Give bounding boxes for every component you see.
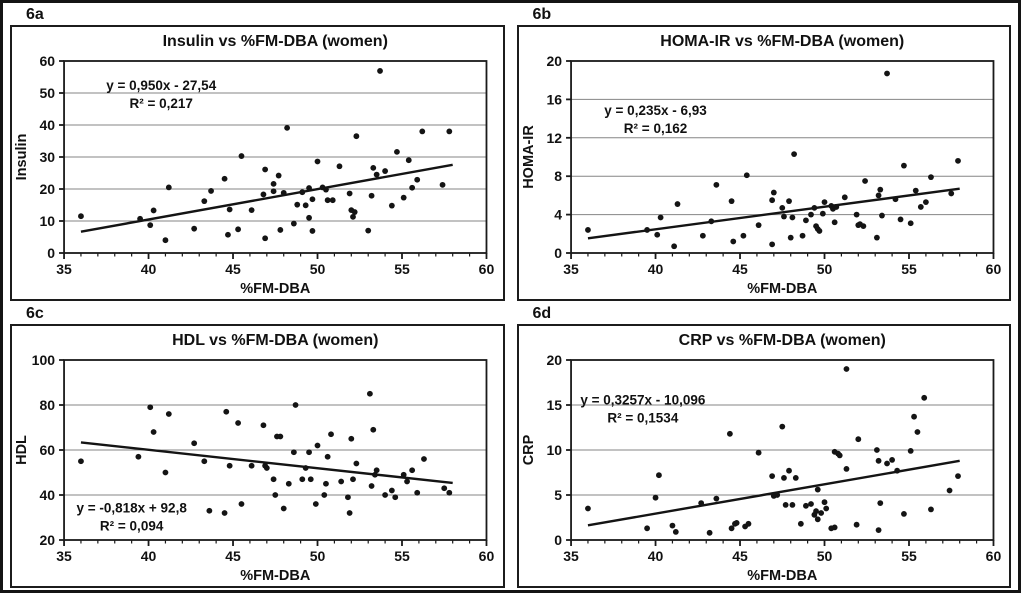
data-point [928, 507, 934, 513]
data-point [889, 457, 895, 463]
y-tick-label: 16 [545, 91, 562, 108]
data-point [833, 204, 839, 210]
data-point [293, 402, 299, 408]
data-point [907, 448, 913, 454]
x-axis-label: %FM-DBA [240, 568, 311, 584]
data-point [365, 228, 371, 234]
data-point [733, 520, 739, 526]
chart-box-6c [10, 324, 505, 588]
data-point [803, 503, 809, 509]
panel-6d [517, 304, 1012, 588]
x-tick-label: 40 [647, 548, 663, 564]
data-point [310, 228, 316, 234]
data-point [843, 366, 849, 372]
data-point [225, 232, 231, 238]
chart-title: CRP vs %FM-DBA (women) [678, 332, 886, 349]
data-point [191, 226, 197, 232]
x-tick-label: 35 [56, 548, 72, 564]
x-tick-label: 35 [562, 261, 579, 277]
data-point [201, 458, 207, 464]
y-tick-label: 15 [545, 397, 562, 413]
scatter-chart-homa-ir [519, 27, 1010, 299]
data-point [348, 436, 354, 442]
data-point [353, 133, 359, 139]
data-point [671, 243, 677, 249]
data-point [781, 214, 787, 220]
data-point [912, 188, 918, 194]
data-point [814, 516, 820, 522]
y-tick-label: 40 [39, 117, 56, 133]
data-point [791, 151, 797, 157]
data-point [306, 185, 312, 191]
data-point [206, 508, 212, 514]
data-point [921, 395, 927, 401]
x-tick-label: 55 [900, 261, 917, 277]
data-point [389, 488, 395, 494]
data-point [310, 196, 316, 202]
data-point [367, 391, 373, 397]
data-point [271, 476, 277, 482]
x-tick-label: 35 [56, 261, 72, 277]
data-point [769, 473, 775, 479]
scatter-chart-hdl [12, 326, 503, 586]
x-tick-label: 50 [309, 261, 326, 277]
y-tick-label: 60 [39, 53, 56, 69]
equation-text: y = 0,3257x - 10,096 [579, 392, 705, 408]
data-point [818, 510, 824, 516]
data-point [786, 198, 792, 204]
data-point [261, 192, 267, 198]
data-point [789, 215, 795, 221]
data-point [879, 213, 885, 219]
data-point [914, 429, 920, 435]
data-point [877, 187, 883, 193]
data-point [78, 213, 84, 219]
y-tick-label: 4 [553, 206, 562, 223]
data-point [249, 207, 255, 213]
data-point [657, 215, 663, 221]
equation-text: y = 0,950x - 27,54 [106, 77, 217, 93]
y-tick-label: 0 [553, 245, 562, 261]
data-point [813, 508, 819, 514]
r-squared-text: R² = 0,094 [99, 518, 164, 534]
data-point [286, 481, 292, 487]
data-point [281, 506, 287, 512]
data-point [811, 205, 817, 211]
data-point [948, 191, 954, 197]
x-tick-label: 40 [140, 261, 157, 277]
x-tick-label: 45 [225, 548, 241, 564]
data-point [370, 165, 376, 171]
data-point [955, 158, 961, 164]
data-point [946, 488, 952, 494]
data-point [755, 450, 761, 456]
data-point [227, 463, 233, 469]
data-point [644, 227, 650, 233]
data-point [901, 163, 907, 169]
data-point [743, 172, 749, 178]
data-point [347, 510, 353, 516]
panel-label-6c: 6c [26, 305, 44, 322]
panel-6c [10, 304, 505, 588]
data-point [782, 502, 788, 508]
x-tick-label: 40 [647, 261, 663, 277]
data-point [313, 501, 319, 507]
data-point [769, 197, 775, 203]
data-point [873, 235, 879, 241]
data-point [163, 470, 169, 476]
data-point [745, 521, 751, 527]
data-point [323, 187, 329, 193]
data-point [877, 500, 883, 506]
data-point [799, 233, 805, 239]
data-point [223, 409, 229, 415]
data-point [841, 194, 847, 200]
scatter-chart-insulin [12, 27, 503, 299]
data-point [352, 209, 358, 215]
x-tick-label: 35 [562, 548, 579, 564]
data-point [585, 227, 591, 233]
scatter-chart-crp [519, 326, 1010, 586]
panel-label-6b: 6b [532, 6, 552, 23]
data-point [306, 215, 312, 221]
data-point [277, 434, 283, 440]
data-point [235, 420, 241, 426]
data-point [389, 203, 395, 209]
data-point [409, 467, 415, 473]
data-point [779, 424, 785, 430]
data-point [401, 195, 407, 201]
data-point [755, 222, 761, 228]
x-tick-label: 50 [816, 548, 832, 564]
data-point [656, 472, 662, 478]
data-point [135, 454, 141, 460]
y-tick-label: 20 [545, 53, 562, 69]
data-point [404, 479, 410, 485]
y-tick-label: 8 [553, 168, 562, 185]
data-point [892, 196, 898, 202]
data-point [409, 185, 415, 191]
y-tick-label: 100 [31, 352, 56, 368]
data-point [323, 481, 329, 487]
x-tick-label: 50 [309, 548, 326, 564]
data-point [401, 472, 407, 478]
data-point [884, 71, 890, 77]
data-point [446, 129, 452, 135]
x-axis-label: %FM-DBA [746, 568, 817, 584]
data-point [291, 449, 297, 455]
data-point [299, 189, 305, 195]
y-tick-label: 50 [39, 85, 56, 101]
data-point [853, 212, 859, 218]
x-tick-label: 60 [478, 261, 495, 277]
data-point [713, 496, 719, 502]
data-point [262, 235, 268, 241]
data-point [730, 239, 736, 245]
chart-box-6a [10, 25, 505, 301]
data-point [369, 193, 375, 199]
y-tick-label: 12 [545, 129, 562, 146]
data-point [271, 188, 277, 194]
data-point [222, 176, 228, 182]
trendline [81, 165, 453, 232]
data-point [151, 429, 157, 435]
x-tick-label: 45 [731, 261, 748, 277]
data-point [911, 414, 917, 420]
chart-title: HOMA-IR vs %FM-DBA (women) [659, 33, 904, 50]
panel-label-6d: 6d [532, 305, 552, 322]
data-point [370, 427, 376, 433]
data-point [191, 440, 197, 446]
panel-6b [517, 5, 1012, 301]
data-point [792, 475, 798, 481]
y-tick-label: 5 [553, 487, 562, 503]
data-point [875, 458, 881, 464]
data-point [652, 495, 658, 501]
data-point [325, 197, 331, 203]
y-axis-label: HDL [14, 435, 31, 465]
data-point [917, 204, 923, 210]
data-point [928, 174, 934, 180]
chart-title: HDL vs %FM-DBA (women) [172, 332, 379, 349]
data-point [770, 190, 776, 196]
data-point [394, 149, 400, 155]
data-point [262, 167, 268, 173]
data-point [419, 129, 425, 135]
y-tick-label: 10 [545, 442, 562, 458]
y-tick-label: 30 [39, 149, 56, 165]
data-point [78, 458, 84, 464]
data-point [922, 199, 928, 205]
data-point [303, 202, 309, 208]
data-point [897, 217, 903, 223]
data-point [369, 483, 375, 489]
y-tick-label: 20 [39, 532, 56, 548]
y-tick-label: 20 [545, 352, 562, 368]
data-point [222, 510, 228, 516]
data-point [873, 447, 879, 453]
data-point [337, 163, 343, 169]
data-point [382, 492, 388, 498]
data-point [726, 431, 732, 437]
data-point [163, 237, 169, 243]
data-point [299, 476, 305, 482]
data-point [264, 465, 270, 471]
data-point [803, 217, 809, 223]
x-tick-label: 50 [816, 261, 832, 277]
y-axis-label: Insulin [14, 133, 31, 181]
data-point [147, 404, 153, 410]
data-point [291, 221, 297, 227]
data-point [698, 500, 704, 506]
data-point [328, 431, 334, 437]
y-tick-label: 80 [39, 397, 56, 413]
data-point [392, 494, 398, 500]
data-point [862, 178, 868, 184]
data-point [644, 525, 650, 531]
data-point [382, 168, 388, 174]
panel-label-6a: 6a [26, 6, 44, 23]
data-point [728, 198, 734, 204]
x-tick-label: 45 [225, 261, 241, 277]
data-point [843, 466, 849, 472]
data-point [894, 468, 900, 474]
data-point [303, 465, 309, 471]
data-point [441, 485, 447, 491]
data-point [446, 490, 452, 496]
data-point [654, 232, 660, 238]
data-point [740, 233, 746, 239]
data-point [137, 216, 143, 222]
data-point [235, 226, 241, 232]
x-tick-label: 55 [394, 548, 410, 564]
x-tick-label: 40 [140, 548, 157, 564]
data-point [294, 202, 300, 208]
data-point [855, 436, 861, 442]
y-tick-label: 40 [39, 487, 56, 503]
chart-title: Insulin vs %FM-DBA (women) [162, 33, 388, 50]
r-squared-text: R² = 0,1534 [606, 410, 678, 426]
data-point [821, 499, 827, 505]
x-tick-label: 60 [985, 548, 1001, 564]
data-point [669, 523, 675, 529]
data-point [353, 461, 359, 467]
y-axis-label: CRP [520, 434, 537, 466]
data-point [347, 191, 353, 197]
data-point [884, 461, 890, 467]
data-point [774, 492, 780, 498]
data-point [672, 529, 678, 535]
data-point [227, 207, 233, 213]
chart-box-6d [517, 324, 1012, 588]
data-point [325, 454, 331, 460]
x-axis-label: %FM-DBA [240, 281, 311, 297]
data-point [819, 211, 825, 217]
panel-grid [3, 3, 1018, 588]
data-point [860, 223, 866, 229]
data-point [277, 227, 283, 233]
data-point [166, 185, 172, 191]
chart-box-6b [517, 25, 1012, 301]
data-point [808, 501, 814, 507]
data-point [831, 219, 837, 225]
y-tick-label: 20 [39, 181, 56, 197]
data-point [330, 197, 336, 203]
y-tick-label: 10 [39, 213, 56, 229]
data-point [249, 463, 255, 469]
data-point [308, 476, 314, 482]
data-point [779, 205, 785, 211]
data-point [421, 456, 427, 462]
data-point [808, 212, 814, 218]
r-squared-text: R² = 0,217 [129, 95, 193, 111]
equation-text: y = 0,235x - 6,93 [603, 102, 707, 118]
data-point [816, 228, 822, 234]
data-point [281, 190, 287, 196]
x-axis-label: %FM-DBA [746, 281, 817, 297]
plot-frame [571, 61, 993, 253]
data-point [786, 468, 792, 474]
y-tick-label: 0 [47, 245, 56, 261]
data-point [706, 530, 712, 536]
data-point [797, 521, 803, 527]
x-tick-label: 60 [478, 548, 495, 564]
x-tick-label: 55 [900, 548, 917, 564]
data-point [271, 181, 277, 187]
data-point [713, 182, 719, 188]
data-point [414, 490, 420, 496]
y-axis-label: HOMA-IR [520, 125, 537, 189]
data-point [239, 501, 245, 507]
data-point [338, 479, 344, 485]
data-point [151, 208, 157, 214]
data-point [787, 235, 793, 241]
data-point [853, 522, 859, 528]
data-point [907, 220, 913, 226]
data-point [321, 492, 327, 498]
trendline [587, 189, 959, 239]
trendline [81, 442, 453, 482]
y-tick-label: 0 [553, 532, 562, 548]
data-point [239, 153, 245, 159]
data-point [261, 422, 267, 428]
x-tick-label: 60 [985, 261, 1001, 277]
data-point [166, 411, 172, 417]
data-point [345, 494, 351, 500]
data-point [377, 68, 383, 74]
data-point [201, 198, 207, 204]
panel-6a [10, 5, 505, 301]
data-point [708, 218, 714, 224]
data-point [306, 449, 312, 455]
data-point [276, 173, 282, 179]
data-point [350, 476, 356, 482]
equation-text: y = -0,818x + 92,8 [76, 500, 187, 516]
r-squared-text: R² = 0,162 [623, 120, 687, 136]
data-point [769, 241, 775, 247]
data-point [875, 193, 881, 199]
data-point [414, 177, 420, 183]
data-point [955, 473, 961, 479]
data-point [823, 506, 829, 512]
data-point [674, 201, 680, 207]
data-point [406, 157, 412, 163]
data-point [781, 475, 787, 481]
x-tick-label: 45 [731, 548, 748, 564]
data-point [284, 125, 290, 131]
data-point [821, 199, 827, 205]
data-point [699, 233, 705, 239]
data-point [585, 506, 591, 512]
data-point [831, 525, 837, 531]
data-point [147, 222, 153, 228]
data-point [374, 172, 380, 178]
data-point [208, 188, 214, 194]
x-tick-label: 55 [394, 261, 410, 277]
data-point [272, 492, 278, 498]
data-point [315, 159, 321, 165]
data-point [901, 511, 907, 517]
y-tick-label: 60 [39, 442, 56, 458]
data-point [440, 182, 446, 188]
data-point [875, 527, 881, 533]
data-point [315, 443, 321, 449]
data-point [814, 487, 820, 493]
data-point [789, 502, 795, 508]
data-point [374, 467, 380, 473]
data-point [836, 453, 842, 459]
